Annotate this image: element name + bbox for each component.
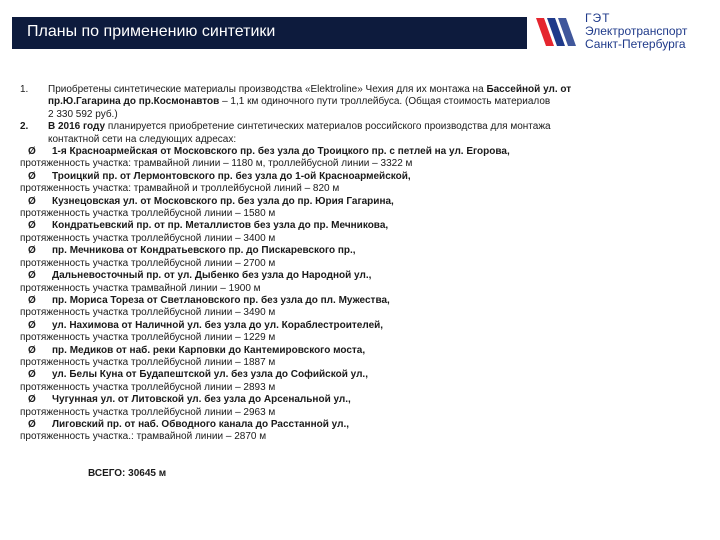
arrow-bullet-icon: Ø — [28, 294, 36, 306]
route-row — [20, 345, 710, 357]
item-text: 2 330 592 руб.) — [48, 108, 118, 120]
item-text — [48, 84, 710, 96]
arrow-bullet-icon: Ø — [28, 394, 36, 406]
item-text-bold: Бассейной ул. от — [486, 84, 572, 95]
item-text-bold: В 2016 году — [48, 121, 106, 133]
route-row — [20, 220, 710, 232]
route-length: протяженность участка троллейбусной линии – 2893 м — [20, 381, 276, 393]
route-length: протяженность участка троллейбусной линии – 2700 м — [20, 257, 276, 269]
arrow-bullet-icon: Ø — [28, 319, 36, 331]
route-name: пр. Мечникова от Кондратьевского пр. до Пискаревского пр., — [52, 245, 356, 257]
route-name: Лиговский пр. от наб. Обводного канала до Расстанной ул., — [52, 418, 350, 430]
list-item-1 — [20, 84, 710, 121]
route-row — [20, 419, 710, 431]
logo-stripes-icon — [533, 12, 581, 52]
item-text — [48, 96, 710, 108]
route-row — [20, 146, 710, 158]
route-length: протяженность участка.: трамвайной линии – 2870 м — [20, 431, 267, 443]
arrow-bullet-icon: Ø — [28, 220, 36, 232]
item-number: 1. — [20, 84, 29, 95]
arrow-bullet-icon: Ø — [28, 245, 36, 257]
logo-line2: Санкт-Петербурга — [585, 37, 686, 51]
route-name: пр. Медиков от наб. реки Карповки до Кантемировского моста, — [52, 344, 366, 356]
page-title: Планы по применению синтетики — [27, 23, 276, 40]
route-row — [20, 394, 710, 406]
route-row — [20, 171, 710, 183]
route-length: протяженность участка троллейбусной линии – 1887 м — [20, 356, 276, 368]
route-row — [20, 295, 710, 307]
route-row — [20, 320, 710, 332]
route-row — [20, 196, 710, 208]
item-text-part: – 1,1 км одиночного пути троллейбуса. (Общая стоимость материалов — [219, 96, 551, 108]
slide-content — [20, 84, 710, 480]
arrow-bullet-icon: Ø — [28, 369, 36, 381]
route-name: Чугунная ул. от Литовской ул. без узла до Арсенальной ул., — [52, 394, 351, 406]
route-name: Кондратьевский пр. от пр. Металлистов без узла до пр. Мечникова, — [52, 220, 389, 232]
item-text-part: планируется приобретение синтетических материалов российского производства для монтажа — [105, 121, 551, 133]
route-row — [20, 245, 710, 257]
route-name: Троицкий пр. от Лермонтовского пр. без узла до 1-ой Красноармейской, — [52, 170, 411, 182]
logo-abbr: ГЭТ — [585, 11, 611, 25]
route-name: ул. Нахимова от Наличной ул. без узла до ул. Кораблестроителей, — [52, 319, 384, 331]
arrow-bullet-icon: Ø — [28, 344, 36, 356]
route-name: 1-я Красноармейская от Московского пр. без узла до Троицкого пр. с петлей на ул. Егорова, — [52, 146, 510, 158]
slide-header — [0, 0, 720, 58]
route-name: ул. Белы Куна от Будапештской ул. без узла до Софийской ул., — [52, 369, 368, 381]
route-length: протяженность участка: трамвайной линии – 1180 м, троллейбусной линии – 3322 м — [20, 158, 413, 170]
route-length: протяженность участка: трамвайной и троллейбусной линий – 820 м — [20, 183, 340, 195]
logo-text — [585, 12, 687, 51]
route-length: протяженность участка троллейбусной линии – 1229 м — [20, 332, 276, 344]
route-length: протяженность участка троллейбусной линии – 1580 м — [20, 208, 276, 220]
route-length: протяженность участка трамвайной линии – 1900 м — [20, 282, 261, 294]
route-list — [20, 146, 710, 444]
arrow-bullet-icon: Ø — [28, 418, 36, 430]
list-item-2 — [20, 121, 710, 146]
item-text: контактной сети на следующих адресах: — [48, 133, 237, 145]
arrow-bullet-icon: Ø — [28, 195, 36, 207]
arrow-bullet-icon: Ø — [28, 170, 36, 182]
route-name: пр. Мориса Тореза от Светлановского пр. без узла до пл. Мужества, — [52, 294, 390, 306]
route-name: Кузнецовская ул. от Московского пр. без узла до пр. Юрия Гагарина, — [52, 195, 394, 207]
route-length: протяженность участка троллейбусной линии – 2963 м — [20, 406, 276, 418]
route-row — [20, 369, 710, 381]
arrow-bullet-icon: Ø — [28, 146, 36, 158]
route-row — [20, 270, 710, 282]
total-length: ВСЕГО: 30645 м — [88, 467, 167, 479]
route-name: Дальневосточный пр. от ул. Дыбенко без узла до Народной ул., — [52, 270, 372, 282]
arrow-bullet-icon: Ø — [28, 270, 36, 282]
logo-line1: Электротранспорт — [585, 24, 688, 38]
item-text-bold: пр.Ю.Гагарина до пр.Космонавтов — [48, 96, 220, 108]
route-length: протяженность участка троллейбусной линии – 3490 м — [20, 307, 276, 319]
route-length: протяженность участка троллейбусной линии – 3400 м — [20, 232, 276, 244]
item-text-part: Приобретены синтетические материалы производства «Elektroline» Чехия для их монтажа на — [48, 84, 487, 95]
item-text — [48, 121, 710, 133]
item-number: 2. — [20, 121, 29, 133]
company-logo — [533, 12, 718, 52]
